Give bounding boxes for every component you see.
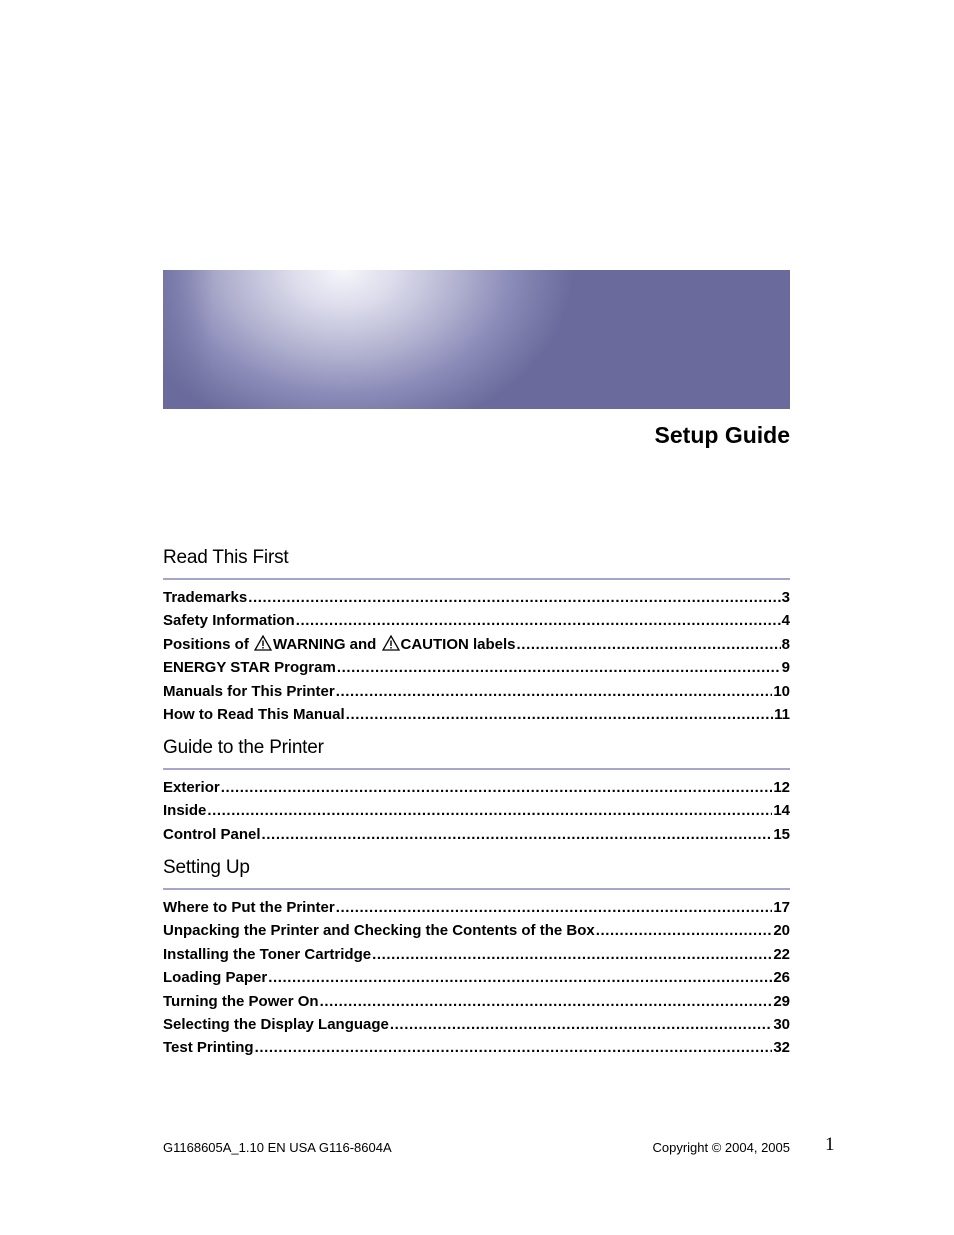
toc-section-setting-up — [163, 855, 790, 1060]
toc-entry-label: Trademarks — [163, 589, 248, 606]
toc-entry-label: Turning the Power On — [163, 992, 319, 1010]
dot-leader — [296, 609, 781, 632]
toc-entry-label — [163, 633, 516, 656]
toc-entry-label: Exterior — [163, 779, 220, 796]
toc-entry[interactable] — [163, 776, 790, 799]
toc-entry-page: 4 — [781, 612, 790, 630]
cover-banner — [163, 270, 790, 409]
toc-entry[interactable] — [163, 586, 790, 609]
toc-entry-page: 20 — [773, 922, 790, 940]
warning-triangle-icon — [382, 635, 400, 651]
page-number: 1 — [825, 1134, 835, 1155]
dot-leader — [320, 990, 773, 1013]
section-heading: Guide to the Printer — [163, 737, 324, 758]
toc-entry-page: 3 — [781, 589, 790, 606]
toc-entry[interactable] — [163, 919, 790, 942]
toc-entry-page: 30 — [773, 1015, 790, 1033]
toc-entry-label: Manuals for This Printer — [163, 682, 335, 700]
document-title: Setup Guide — [654, 422, 790, 448]
dot-leader — [268, 966, 772, 989]
toc-entry-label-part: CAUTION labels — [400, 635, 516, 653]
toc-entry[interactable] — [163, 680, 790, 703]
toc-entry[interactable] — [163, 990, 790, 1013]
warning-triangle-icon — [254, 635, 272, 651]
dot-leader — [372, 943, 772, 966]
toc-entry[interactable] — [163, 1036, 790, 1059]
toc-entry-page: 29 — [773, 992, 790, 1010]
toc-entry-page: 12 — [773, 779, 790, 796]
section-divider — [163, 888, 790, 890]
dot-leader — [248, 586, 780, 609]
toc-entry[interactable] — [163, 823, 790, 846]
toc-entry[interactable] — [163, 703, 790, 726]
section-divider — [163, 768, 790, 770]
toc-entry[interactable] — [163, 609, 790, 632]
toc-entry[interactable] — [163, 966, 790, 989]
toc-entry[interactable] — [163, 943, 790, 966]
toc-entry-page: 17 — [773, 899, 790, 916]
toc-entry-label: Loading Paper — [163, 969, 268, 987]
toc-entry-label-part: Positions of — [163, 635, 253, 653]
dot-leader — [336, 680, 773, 703]
toc-entry-label: Unpacking the Printer and Checking the Contents of the Box — [163, 922, 595, 940]
toc-entry-label: Selecting the Display Language — [163, 1015, 389, 1033]
dot-leader — [336, 896, 773, 919]
toc-entry-page: 32 — [773, 1039, 790, 1057]
toc-entry-page: 11 — [774, 705, 790, 723]
toc-entry-page: 14 — [773, 802, 790, 820]
section-divider — [163, 578, 790, 580]
dot-leader — [346, 703, 773, 726]
toc-entry-page: 15 — [773, 825, 790, 843]
dot-leader — [221, 776, 773, 799]
toc-entry-page: 26 — [773, 969, 790, 987]
toc-entry-page: 22 — [773, 945, 790, 963]
dot-leader — [337, 656, 781, 679]
toc-entry-label: Installing the Toner Cartridge — [163, 945, 372, 963]
toc-entry-label: Control Panel — [163, 825, 261, 843]
toc-entry-label: How to Read This Manual — [163, 705, 345, 723]
dot-leader — [390, 1013, 772, 1036]
toc-entry-label: Safety Information — [163, 612, 295, 630]
dot-leader — [517, 633, 781, 656]
section-heading: Setting Up — [163, 857, 250, 878]
document-code: G1168605A_1.10 EN USA G116-8604A — [163, 1140, 392, 1155]
toc-entry-label: Where to Put the Printer — [163, 899, 335, 916]
toc-entry[interactable] — [163, 656, 790, 679]
toc-entry[interactable] — [163, 896, 790, 919]
toc-section-guide-to-the-printer — [163, 735, 790, 846]
section-heading: Read This First — [163, 547, 289, 568]
banner-shading — [163, 270, 790, 409]
toc-section-read-this-first — [163, 545, 790, 726]
toc-entry-page: 10 — [773, 682, 790, 700]
toc-entry-label: Inside — [163, 802, 207, 820]
toc-entry-page: 8 — [781, 635, 790, 653]
toc-entry-label: ENERGY STAR Program — [163, 659, 336, 677]
toc-entry-label: Test Printing — [163, 1039, 254, 1057]
toc-entry[interactable] — [163, 633, 790, 656]
dot-leader — [207, 799, 772, 822]
dot-leader — [262, 823, 773, 846]
dot-leader — [255, 1036, 773, 1059]
toc-entry[interactable] — [163, 1013, 790, 1036]
toc-entry-page: 9 — [781, 659, 790, 677]
toc-entry-label-part: WARNING and — [273, 635, 381, 653]
copyright-notice: Copyright © 2004, 2005 — [652, 1140, 790, 1155]
toc-entry[interactable] — [163, 799, 790, 822]
dot-leader — [596, 919, 773, 942]
